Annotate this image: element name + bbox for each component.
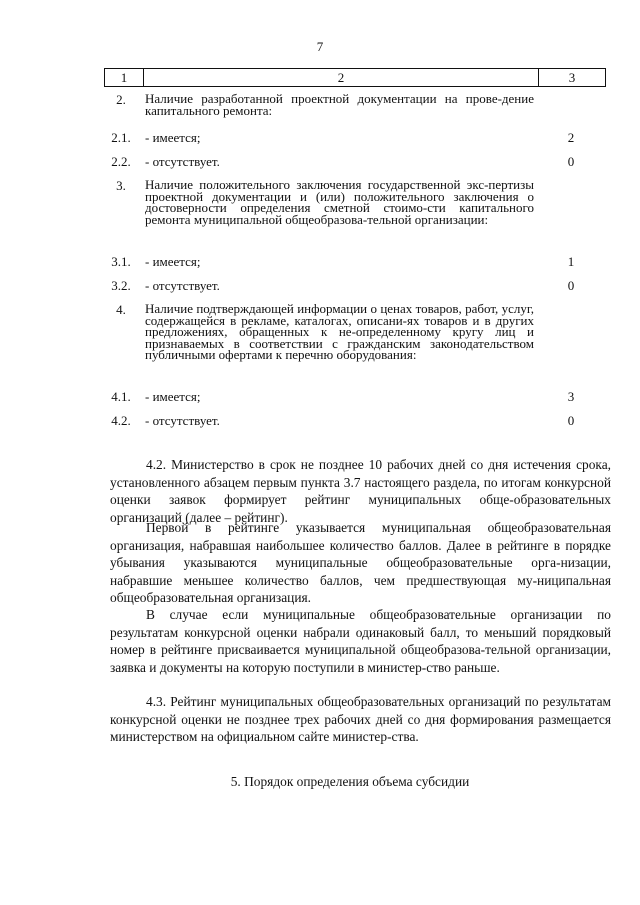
row-score: 0 (567, 413, 575, 428)
row-score: 0 (567, 278, 575, 293)
header-col-1: 1 (105, 69, 144, 86)
row-text: - имеется; (145, 130, 201, 145)
page-number: 7 (316, 39, 324, 54)
row-number: 4.1. (111, 389, 131, 404)
paragraph: 4.2. Министерство в срок не позднее 10 рабочих дней со дня истечения срока, установленного абзацем первым пункта 3.7 настоящего раздела, по итогам конкурсной оценки заявок формирует рейтинг муниципальных обще-образовательных организаций (далее – рейтинг). (110, 457, 611, 525)
row-text: - отсутствует. (145, 413, 220, 428)
paragraph: 4.3. Рейтинг муниципальных общеобразовательных организаций по результатам конкурсной оценки не позднее трех рабочих дней со дня формирования размещается министерством на официальном сайте министер-ства. (110, 694, 611, 744)
row-number: 4.2. (111, 413, 131, 428)
row-score: 2 (567, 130, 575, 145)
row-number: 2. (116, 92, 126, 107)
row-text: - отсутствует. (145, 278, 220, 293)
paragraph-4-2 (110, 456, 611, 526)
row-text: Наличие положительного заключения государственной экс-пертизы проектной документации и (или) положительного заключения о достоверности определения сметной стоимо-сти капитального ремонта муниципальной общеобразова-тельной организации: (145, 177, 534, 227)
row-text: - отсутствует. (145, 154, 220, 169)
paragraph-equal-score (110, 606, 611, 676)
criteria-table (104, 68, 606, 428)
row-text: - имеется; (145, 389, 201, 404)
header-col-3: 3 (568, 70, 576, 85)
row-number: 2.1. (111, 130, 131, 145)
section-title: 5. Порядок определения объема субсидии (230, 774, 470, 789)
row-number: 3.1. (111, 254, 131, 269)
row-text: - имеется; (145, 254, 201, 269)
row-text: Наличие разработанной проектной документации на прове-дение капитального ремонта: (145, 91, 534, 118)
header-col-2: 2 (144, 69, 539, 86)
paragraph-4-3 (110, 693, 611, 746)
paragraph-rating-first (110, 519, 611, 607)
row-number: 4. (116, 302, 126, 317)
row-number: 3.2. (111, 278, 131, 293)
row-score: 3 (567, 389, 575, 404)
row-score: 0 (567, 154, 575, 169)
row-number: 3. (116, 178, 126, 193)
row-number: 2.2. (111, 154, 131, 169)
table-header-row (104, 68, 606, 87)
paragraph: Первой в рейтинге указывается муниципальная общеобразовательная организация, набравшая наибольшее количество баллов. Далее в рейтинге в порядке убывания указываются муниципальные общеобразовательные орга-низации, набравшие меньшее количество баллов, чем предшествующая му-ниципальная общеобразовательная организация. (110, 520, 611, 605)
row-score: 1 (567, 254, 575, 269)
row-text: Наличие подтверждающей информации о ценах товаров, работ, услуг, содержащейся в рекламе, каталогах, описани-ях товаров и в других предложениях, обращенных к не-определенному кругу лиц и признаваемых в соответствии с гражданским законодательством публичными офертами к перечню оборудования: (145, 301, 534, 363)
paragraph: В случае если муниципальные общеобразовательные организации по результатам конкурсной оценки набрали одинаковый балл, то меньший порядковый номер в рейтинге присваивается муниципальной общеобразова-тельной организации, заявка и документы на которую поступили в министер-ство раньше. (110, 607, 611, 675)
